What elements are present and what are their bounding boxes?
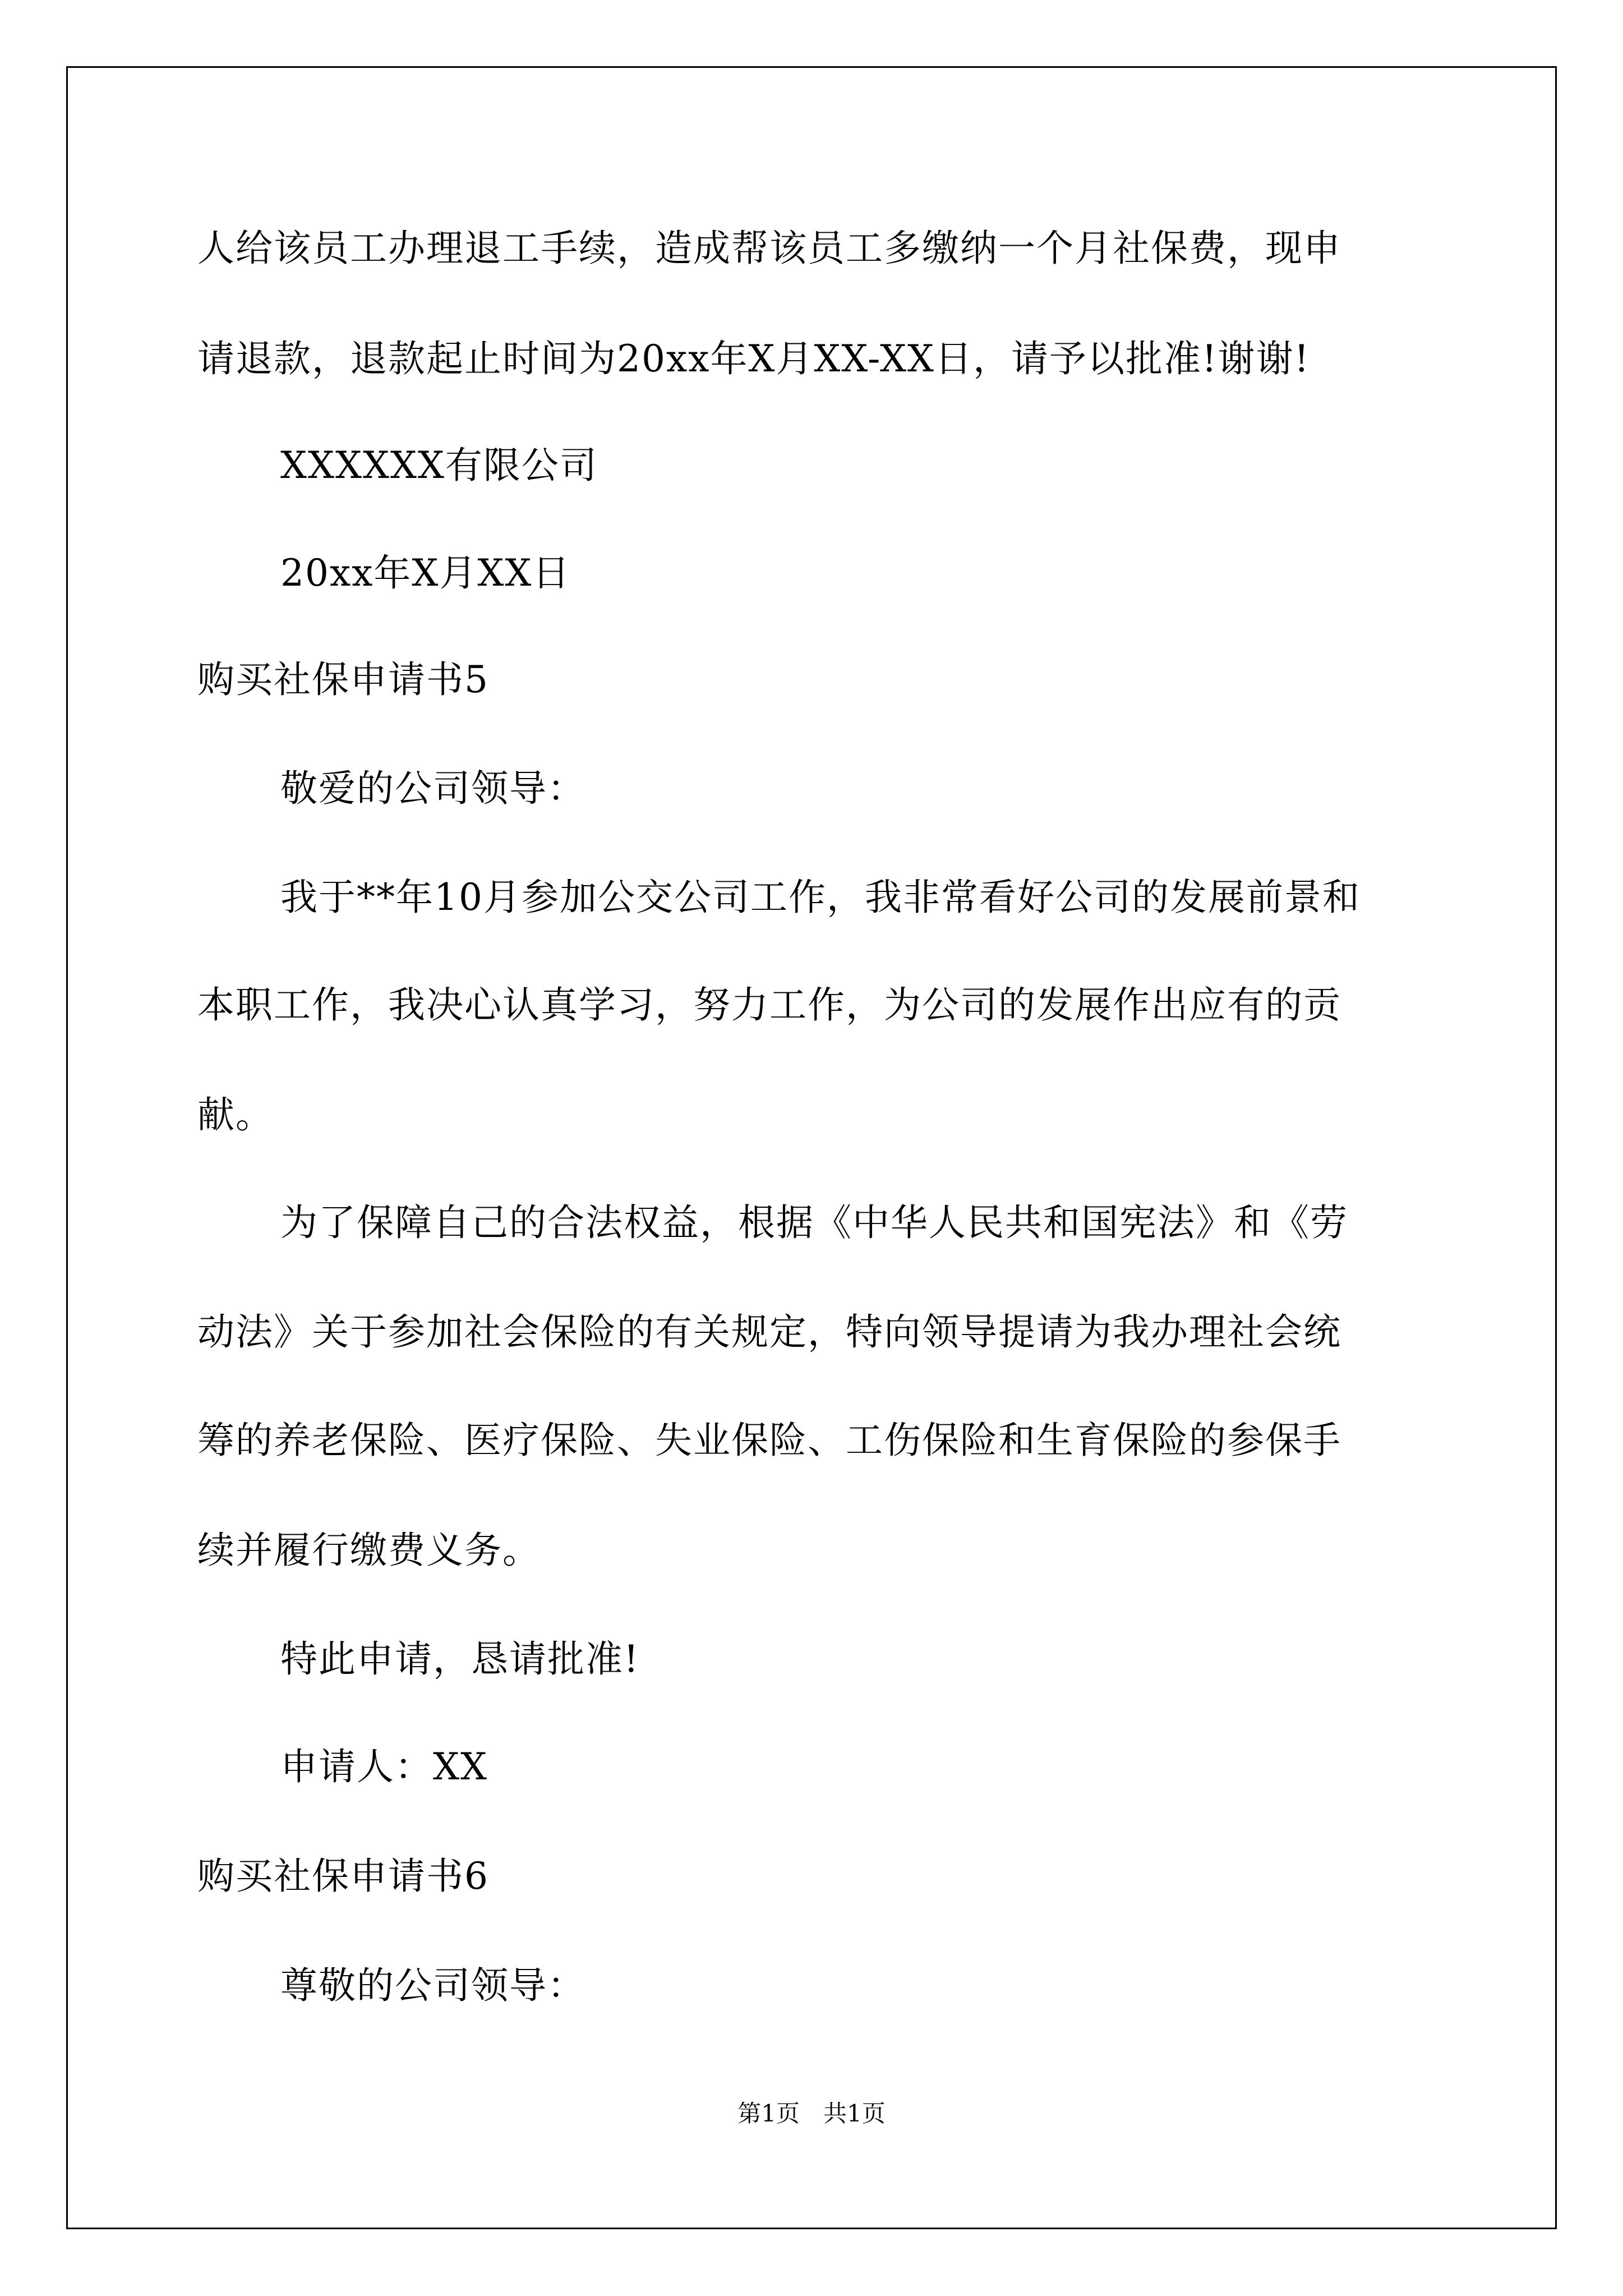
applicant-signature: 申请人：XX (280, 1745, 488, 1788)
closing-request: 特此申请，恳请批准! (280, 1637, 640, 1681)
body-line-3: 我于**年10月参加公交公司工作，我非常看好公司的发展前景和 (280, 876, 1361, 919)
signature-date: 20xx年X月XX日 (280, 551, 571, 595)
body-line-4: 本职工作，我决心认真学习，努力工作，为公司的发展作出应有的贡 (197, 983, 1341, 1027)
section-heading-6: 购买社保申请书6 (197, 1855, 489, 1898)
body-line-1: 人给该员工办理退工手续，造成帮该员工多缴纳一个月社保费，现申 (197, 227, 1341, 270)
salutation-2: 尊敬的公司领导： (280, 1964, 585, 2007)
body-line-2: 请退款，退款起止时间为20xx年X月XX-XX日，请予以批准!谢谢! (197, 337, 1310, 380)
body-line-8: 筹的养老保险、医疗保险、失业保险、工伤保险和生育保险的参保手 (197, 1419, 1341, 1462)
body-line-5: 献。 (197, 1093, 274, 1137)
section-heading-5: 购买社保申请书5 (197, 658, 489, 701)
body-line-9: 续并履行缴费义务。 (197, 1529, 541, 1572)
body-line-6: 为了保障自己的合法权益，根据《中华人民共和国宪法》和《劳 (280, 1201, 1348, 1244)
salutation: 敬爱的公司领导： (280, 767, 585, 810)
body-line-7: 动法》关于参加社会保险的有关规定，特向领导提请为我办理社会统 (197, 1310, 1341, 1354)
company-signature: XXXXXX有限公司 (280, 444, 598, 487)
page-border (66, 66, 1557, 2229)
page-footer: 第1页 共1页 (737, 2100, 886, 2127)
